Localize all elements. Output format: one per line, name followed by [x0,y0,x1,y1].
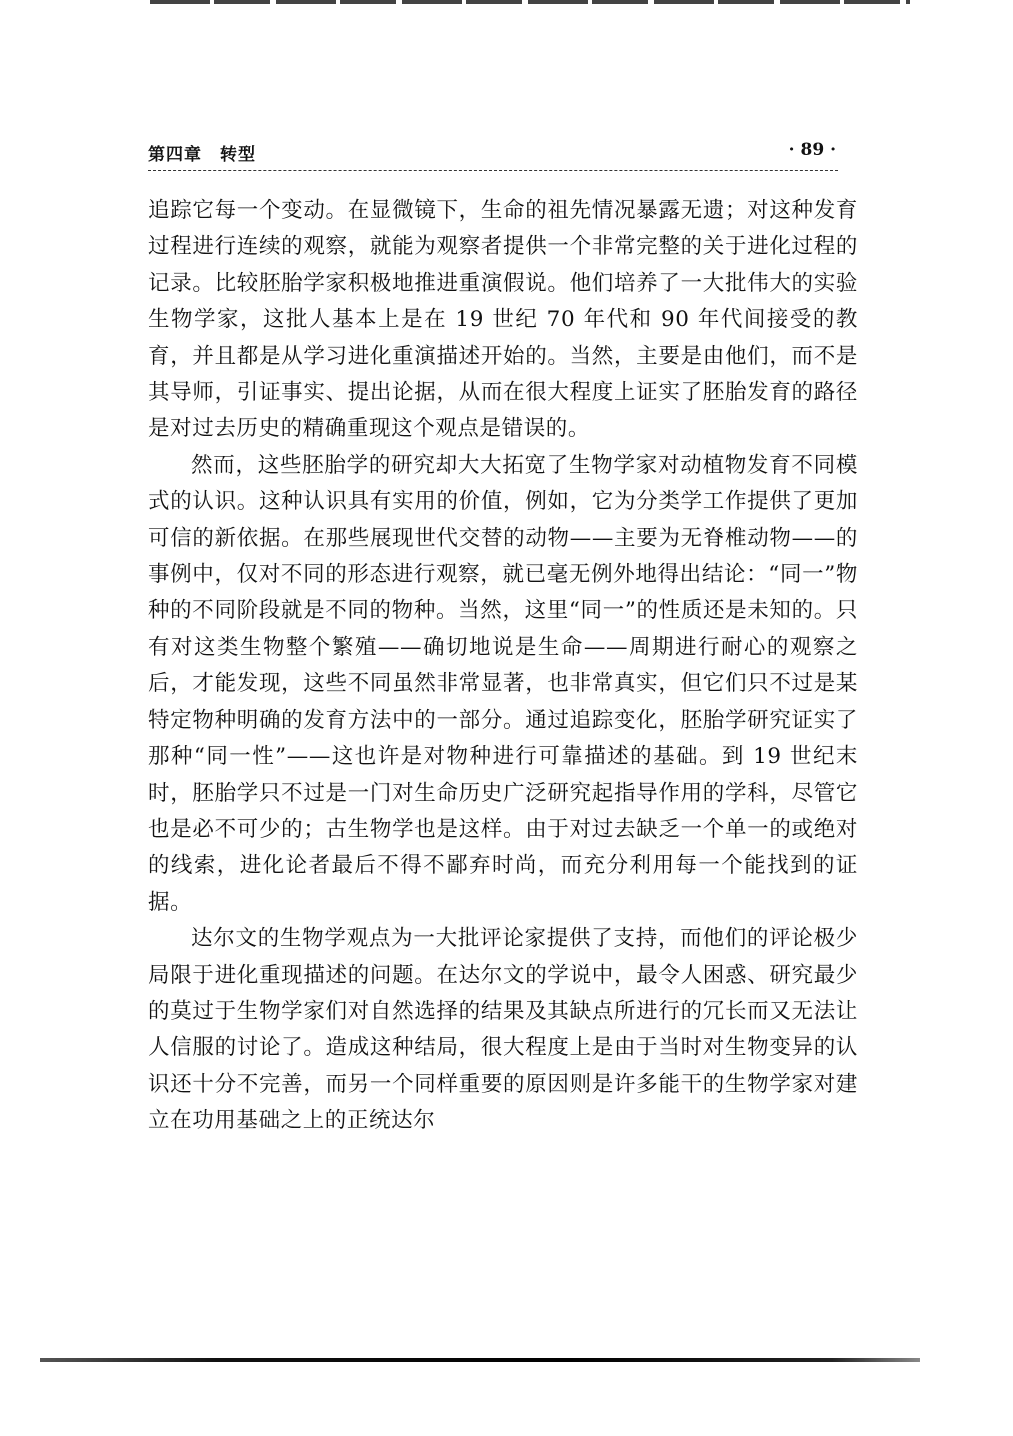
header-divider [148,170,838,171]
scan-edge-line [150,0,910,4]
chapter-title: 第四章 转型 [148,145,256,165]
paragraph-continued: 追踪它每一个变动。在显微镜下，生命的祖先情况暴露无遗；对这种发育过程进行连续的观察，就能为观察者提供一个非常完整的关于进化过程的记录。比较胚胎学家积极地推进重演假说。他们培养了一大批伟大的实验生物学家，这批人基本上是在 19 世纪 70 年代和 90 年代间接受的教育，并且都是从学习进化重演描述开始的。当然，主要是由他们，而不是其导师，引证事实、提出论据，从而在很大程度上证实了胚胎发育的路径是对过去历史的精确重现这个观点是错误的。 [148,198,858,442]
paragraph-darwin: 达尔文的生物学观点为一大批评论家提供了支持，而他们的评论极少局限于进化重现描述的问题。在达尔文的学说中，最令人困惑、研究最少的莫过于生物学家们对自然选择的结果及其缺点所进行的冗长而又无法让人信服的讨论了。造成这种结局，很大程度上是由于当时对生物变异的认识还十分不完善，而另一个同样重要的原因则是许多能干的生物学家对建立在功用基础之上的正统达尔 [148,926,858,1134]
paragraph-embryology: 然而，这些胚胎学的研究却大大拓宽了生物学家对动植物发育不同模式的认识。这种认识具有实用的价值，例如，它为分类学工作提供了更加可信的新依据。在那些展现世代交替的动物——主要为无脊椎动物——的事例中，仅对不同的形态进行观察，就已毫无例外地得出结论：“同一”物种的不同阶段就是不同的物种。当然，这里“同一”的性质还是未知的。只有对这类生物整个繁殖——确切地说是生命——周期进行耐心的观察之后，才能发现，这些不同虽然非常显著，也非常真实，但它们只不过是某特定物种明确的发育方法中的一部分。通过追踪变化，胚胎学研究证实了那种“同一性”——这也许是对物种进行可靠描述的基础。到 19 世纪末时，胚胎学只不过是一门对生命历史广泛研究起指导作用的学科，尽管它也是必不可少的；古生物学也是这样。由于对过去缺乏一个单一的或绝对的线索，进化论者最后不得不鄙弃时尚，而充分利用每一个能找到的证据。 [148,452,858,915]
running-header [148,140,836,170]
body-text [148,193,858,1140]
page-number: · 89 · [788,140,836,160]
footer-divider [40,1358,920,1362]
